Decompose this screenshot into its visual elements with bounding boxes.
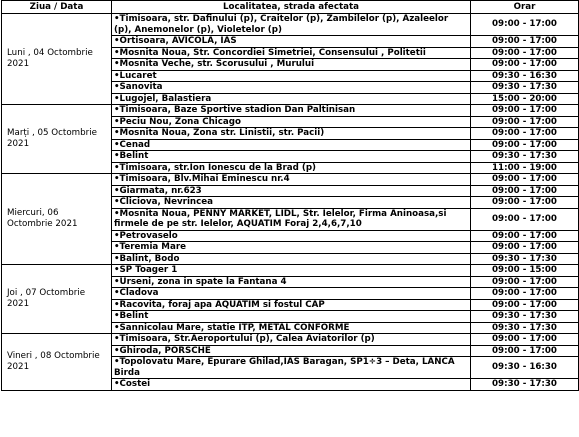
time-cell: 09:00 - 17:00 xyxy=(471,208,579,230)
location-cell: •Timisoara, Str.Aeroportului (p), Calea Aviatorilor (p) xyxy=(112,334,471,346)
location-cell: •Mosnita Noua, PENNY MARKET, LIDL, Str. Ielelor, Firma Aninoasa,si firmele de pe str. Ielelor, AQUATIM Foraj 2,4,6,7,10 xyxy=(112,208,471,230)
header-day: Ziua / Data xyxy=(2,1,112,14)
location-cell: •Belint xyxy=(112,151,471,163)
location-cell: •Balint, Bodo xyxy=(112,253,471,265)
time-cell: 09:00 - 17:00 xyxy=(471,105,579,117)
location-cell: •Timisoara, Baze Sportive stadion Dan Paltinisan xyxy=(112,105,471,117)
time-cell: 09:30 - 17:30 xyxy=(471,82,579,94)
day-cell: Marți , 05 Octombrie 2021 xyxy=(2,105,112,174)
header-location: Localitatea, strada afectata xyxy=(112,1,471,14)
time-cell: 11:00 - 19:00 xyxy=(471,162,579,174)
day-cell: Vineri , 08 Octombrie 2021 xyxy=(2,334,112,391)
location-cell: •Mosnita Noua, Zona str. Linistii, str. Pacii) xyxy=(112,128,471,140)
table-row xyxy=(2,105,579,117)
time-cell: 09:00 - 17:00 xyxy=(471,116,579,128)
location-cell: •Topolovatu Mare, Epurare Ghilad,IAS Baragan, SP1÷3 – Deta, LANCA Birda xyxy=(112,357,471,379)
location-cell: •Costei xyxy=(112,379,471,391)
location-cell: •Cliciova, Nevrincea xyxy=(112,197,471,209)
location-cell: •Peciu Nou, Zona Chicago xyxy=(112,116,471,128)
location-cell: •Timisoara, Blv.Mihai Eminescu nr.4 xyxy=(112,174,471,186)
day-cell: Miercuri, 06 Octombrie 2021 xyxy=(2,174,112,265)
time-cell: 09:00 - 17:00 xyxy=(471,36,579,48)
location-cell: •Sanovita xyxy=(112,82,471,94)
time-cell: 09:30 - 17:30 xyxy=(471,379,579,391)
time-cell: 09:00 - 17:00 xyxy=(471,47,579,59)
time-cell: 09:00 - 17:00 xyxy=(471,197,579,209)
header-time: Orar xyxy=(471,1,579,14)
location-cell: •Belint xyxy=(112,311,471,323)
location-cell: •Sannicolau Mare, statie ITP, METAL CONFORME xyxy=(112,322,471,334)
time-cell: 09:00 - 17:00 xyxy=(471,299,579,311)
table-body xyxy=(2,14,579,391)
outage-schedule-table xyxy=(1,0,579,391)
time-cell: 09:30 - 16:30 xyxy=(471,357,579,379)
time-cell: 15:00 - 20:00 xyxy=(471,93,579,105)
location-cell: •Teremia Mare xyxy=(112,242,471,254)
location-cell: •Racovita, foraj apa AQUATIM si fostul CAP xyxy=(112,299,471,311)
location-cell: •Urseni, zona in spate la Fantana 4 xyxy=(112,276,471,288)
location-cell: •Ortisoara, AVICOLA, IAS xyxy=(112,36,471,48)
table-row xyxy=(2,334,579,346)
location-cell: •Mosnita Veche, str. Scorusului , Murului xyxy=(112,59,471,71)
time-cell: 09:00 - 17:00 xyxy=(471,242,579,254)
time-cell: 09:00 - 17:00 xyxy=(471,334,579,346)
location-cell: •Giarmata, nr.623 xyxy=(112,185,471,197)
time-cell: 09:00 - 17:00 xyxy=(471,185,579,197)
location-cell: •Timisoara, str. Dafinului (p), Craitelor (p), Zambilelor (p), Azaleelor (p), Anemonelor (p), Violetelor (p) xyxy=(112,14,471,36)
time-cell: 09:00 - 17:00 xyxy=(471,14,579,36)
time-cell: 09:00 - 15:00 xyxy=(471,265,579,277)
time-cell: 09:00 - 17:00 xyxy=(471,288,579,300)
time-cell: 09:00 - 17:00 xyxy=(471,128,579,140)
time-cell: 09:30 - 17:30 xyxy=(471,311,579,323)
time-cell: 09:00 - 17:00 xyxy=(471,276,579,288)
table-header-row xyxy=(2,1,579,14)
table-row xyxy=(2,174,579,186)
time-cell: 09:30 - 17:30 xyxy=(471,151,579,163)
location-cell: •Cenad xyxy=(112,139,471,151)
table-row xyxy=(2,14,579,36)
location-cell: •Mosnita Noua, Str. Concordiei Simetriei, Consensului , Politetii xyxy=(112,47,471,59)
location-cell: •Lucaret xyxy=(112,70,471,82)
location-cell: •Lugojel, Balastiera xyxy=(112,93,471,105)
time-cell: 09:00 - 17:00 xyxy=(471,345,579,357)
location-cell: •Timisoara, str.Ion Ionescu de la Brad (p) xyxy=(112,162,471,174)
time-cell: 09:00 - 17:00 xyxy=(471,139,579,151)
day-cell: Joi , 07 Octombrie 2021 xyxy=(2,265,112,334)
time-cell: 09:00 - 17:00 xyxy=(471,174,579,186)
time-cell: 09:00 - 17:00 xyxy=(471,230,579,242)
location-cell: •Ghiroda, PORSCHE xyxy=(112,345,471,357)
time-cell: 09:30 - 16:30 xyxy=(471,70,579,82)
location-cell: •Petrovaselo xyxy=(112,230,471,242)
table-row xyxy=(2,265,579,277)
location-cell: •Cladova xyxy=(112,288,471,300)
schedule-wrapper xyxy=(1,0,579,391)
time-cell: 09:00 - 17:00 xyxy=(471,59,579,71)
time-cell: 09:30 - 17:30 xyxy=(471,322,579,334)
day-cell: Luni , 04 Octombrie 2021 xyxy=(2,14,112,105)
location-cell: •SP Toager 1 xyxy=(112,265,471,277)
time-cell: 09:30 - 17:30 xyxy=(471,253,579,265)
